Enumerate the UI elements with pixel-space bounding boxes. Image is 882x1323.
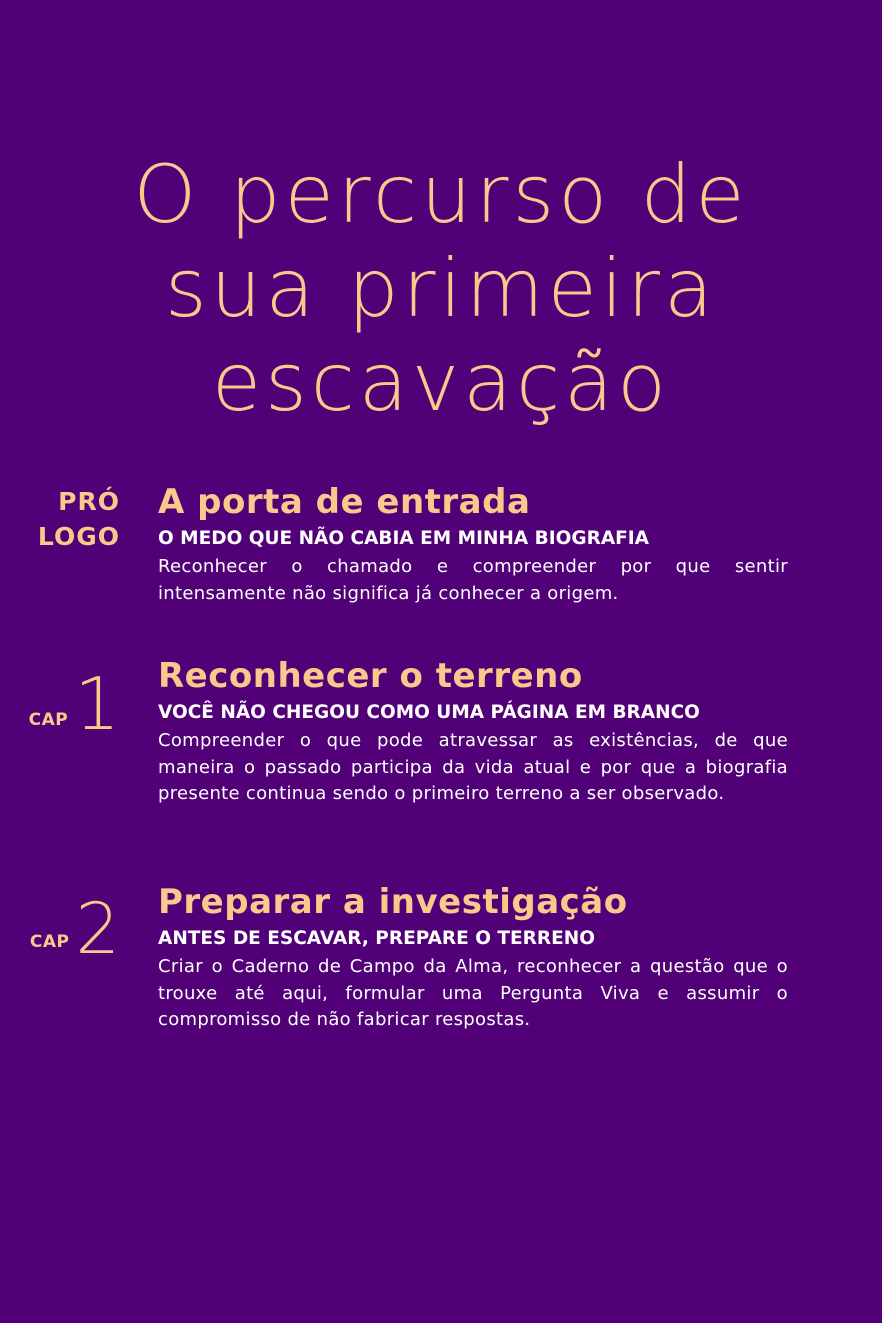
chapter-1-subheading: VOCÊ NÃO CHEGOU COMO UMA PÁGINA EM BRANCO	[158, 702, 700, 723]
chapter-2-subheading: ANTES DE ESCAVAR, PREPARE O TERRENO	[158, 928, 595, 949]
title-line-1: O percurso de	[133, 148, 749, 241]
chapter-1-cap-label: CAP	[28, 710, 69, 730]
prologue-content	[158, 480, 788, 607]
prologue-marker	[38, 484, 120, 554]
chapter-1-number: 1	[74, 662, 120, 746]
prologue-subheading: O MEDO QUE NÃO CABIA EM MINHA BIOGRAFIA	[158, 528, 649, 549]
chapter-2-heading: Preparar a investigação	[158, 882, 628, 922]
chapter-1-marker	[28, 662, 120, 746]
chapter-1-description: Compreender o que pode atravessar as existências, de que maneira o passado participa da vida atual e por que a biografia presente continua sendo o primeiro terreno a ser observado.	[158, 730, 788, 804]
prologue-marker-line-1: PRÓ	[58, 487, 120, 516]
prologue-heading: A porta de entrada	[158, 482, 531, 522]
prologue-description: Reconhecer o chamado e compreender por que sentir intensamente não significa já conhecer a origem.	[158, 556, 788, 604]
chapter-2-description: Criar o Caderno de Campo da Alma, reconhecer a questão que o trouxe até aqui, formular uma Pergunta Viva e assumir o compromisso de não fabricar respostas.	[158, 956, 788, 1030]
chapter-1-heading: Reconhecer o terreno	[158, 656, 583, 696]
prologue-marker-line-2: LOGO	[37, 522, 120, 551]
chapter-2-cap-label: CAP	[29, 932, 70, 952]
page-title	[0, 148, 882, 430]
title-line-3: escavação	[211, 336, 671, 429]
chapter-2-marker	[29, 888, 120, 970]
title-line-2: sua primeira	[164, 242, 718, 335]
chapter-2-content	[158, 880, 788, 1034]
chapter-2-number: 2	[75, 888, 120, 970]
chapter-1-content	[158, 654, 788, 808]
